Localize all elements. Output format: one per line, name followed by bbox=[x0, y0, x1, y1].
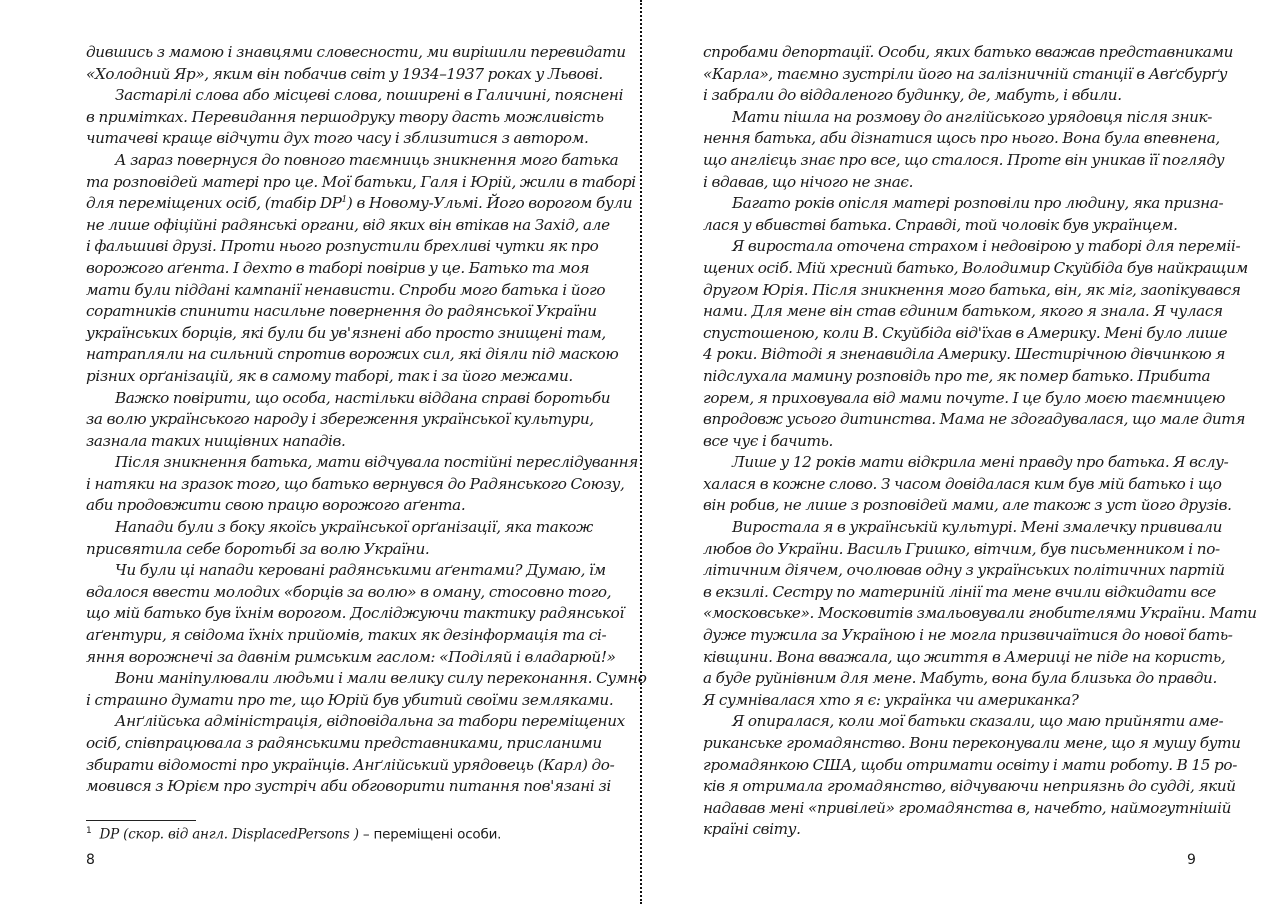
page-number-right: 9 bbox=[1187, 852, 1196, 868]
text-line: мовився з Юрієм про зустріч аби обговорити питання пов'язані зі bbox=[86, 777, 611, 796]
footnote-rule bbox=[86, 820, 196, 821]
text-line: і натяки на зразок того, що батько вернувся до Радянського Союзу, bbox=[86, 474, 625, 493]
text-line: ківщини. Вона вважала, що життя в Америці не піде на користь, bbox=[703, 647, 1226, 666]
footnote-reference[interactable]: 1 bbox=[341, 195, 347, 206]
text-line: яння ворожнечі за давнім римським гаслом: «Поділяй і владарюй!» bbox=[86, 647, 616, 666]
text-line: підслухала мамину розповідь про те, як помер батько. Прибита bbox=[703, 366, 1211, 385]
text-line: Виростала я в українській культурі. Мені змалечку прививали bbox=[732, 518, 1223, 537]
text-line: що мій батько був їхнім ворогом. Досліджуючи тактику радянської bbox=[86, 604, 624, 623]
text-line: 4 роки. Відтоді я зненавиділа Америку. Шестирічною дівчинкою я bbox=[703, 345, 1226, 364]
text-line: Важко повірити, що особа, настільки віддана справі боротьби bbox=[115, 388, 611, 407]
text-line: любов до України. Василь Гришко, вітчим, був письменником і по- bbox=[703, 539, 1220, 558]
text-line: лася у вбивстві батька. Справді, той чоловік був українцем. bbox=[703, 215, 1178, 234]
text-line: «московське». Московитів змальовували гнобителями України. Мати bbox=[703, 604, 1257, 623]
footnote-italic-text: DP (скор. від англ. DisplacedPersons ) bbox=[99, 826, 359, 843]
text-line: не лише офіційні радянські органи, від яких він втікав на Захід, але bbox=[86, 215, 610, 234]
text-line: нами. Для мене він став єдиним батьком, якого я знала. Я чулася bbox=[703, 302, 1223, 321]
text-line: «Карла», таємно зустріли його на залізничній станції в Авґсбурґу bbox=[703, 64, 1228, 83]
text-line: Лише у 12 років мати відкрила мені правду про батька. Я вслу- bbox=[732, 453, 1229, 472]
text-line: «Холодний Яр», яким він побачив світ у 1934–1937 роках у Львові. bbox=[86, 64, 603, 83]
footnote-marker: 1 bbox=[86, 826, 92, 836]
footnote-text: – переміщені особи. bbox=[358, 826, 502, 843]
text-line: спробами депортації. Особи, яких батько вважав представниками bbox=[703, 43, 1234, 61]
text-line: різних орґанізацій, як в самому таборі, так і за його межами. bbox=[86, 366, 573, 385]
text-line: соратників спинити насильне повернення до радянської України bbox=[86, 302, 597, 321]
text-line: впродовж усього дитинства. Мама не здогадувалася, що мале дитя bbox=[703, 410, 1246, 429]
text-line: Анґлійська адміністрація, відповідальна за табори переміщених bbox=[115, 712, 625, 731]
left-page-body bbox=[86, 42, 647, 798]
text-line: і фальшиві друзі. Проти нього розпустили брехливі чутки як про bbox=[86, 237, 599, 256]
text-line: літичним діячем, очолював одну з українських політичних партій bbox=[703, 561, 1225, 580]
text-line: і забрали до віддаленого будинку, де, мабуть, і вбили. bbox=[703, 86, 1122, 105]
text-line: збирати відомості про українців. Анґлійський урядовець (Карл) до- bbox=[86, 755, 615, 774]
text-line: вдалося ввести молодих «борців за волю» в оману, стосовно того, bbox=[86, 582, 612, 601]
text-line: Вони маніпулювали людьми і мали велику силу переконання. Сумно bbox=[115, 669, 647, 688]
text-line: і вдавав, що нічого не знає. bbox=[703, 172, 914, 191]
text-line: в екзилі. Сестру по материній лінії та мене вчили відкидати все bbox=[703, 582, 1216, 601]
text-line: ворожого аґента. І дехто в таборі повірив у це. Батько та моя bbox=[86, 258, 590, 277]
text-line: Я сумнівалася хто я є: українка чи американка? bbox=[703, 690, 1079, 709]
text-line: аґентури, я свідома їхніх прийомів, таких як дезінформація та сі- bbox=[86, 626, 607, 645]
text-line: Застарілі слова або місцеві слова, поширені в Галичині, пояснені bbox=[115, 86, 624, 105]
text-line: Після зникнення батька, мати відчувала постійні переслідування bbox=[115, 453, 639, 472]
text-line: нення батька, аби дізнатися щось про нього. Вона була впевнена, bbox=[703, 129, 1220, 148]
page-divider bbox=[640, 0, 642, 904]
footnote bbox=[86, 826, 501, 843]
text-line: Чи були ці напади керовані радянськими аґентами? Думаю, їм bbox=[115, 561, 606, 580]
text-line: осіб, співпрацювала з радянськими представниками, присланими bbox=[86, 734, 602, 752]
page-number-left: 8 bbox=[86, 852, 95, 868]
text-line: горем, я приховувала від мами почуте. І це було моєю таємницею bbox=[703, 388, 1225, 407]
text-line: Багато років опісля матері розповіли про людину, яка призна- bbox=[732, 194, 1224, 213]
text-line: українських борців, які були би ув'язнені або просто знищені там, bbox=[86, 323, 606, 342]
text-line: мати були піддані кампанії ненависти. Спроби мого батька і його bbox=[86, 280, 606, 299]
text-line: в примітках. Перевидання першодруку твору дасть можливість bbox=[86, 107, 604, 126]
text-line: аби продовжити свою працю ворожого аґента. bbox=[86, 496, 466, 515]
text-line: він робив, не лише з розповідей мами, але також з уст його друзів. bbox=[703, 496, 1232, 515]
text-line: Я опиралася, коли мої батьки сказали, що маю прийняти аме- bbox=[732, 712, 1224, 731]
text-line: Мати пішла на розмову до англійського урядовця після зник- bbox=[732, 107, 1213, 126]
text-line: щених осіб. Мій хресний батько, Володимир Скуйбіда був найкращим bbox=[703, 258, 1248, 277]
text-line: все чує і бачить. bbox=[703, 431, 834, 450]
text-line: зазнала таких нищівних нападів. bbox=[86, 431, 346, 450]
text-line: халася в кожне слово. З часом довідалася ким був мій батько і що bbox=[703, 474, 1222, 493]
text-line: країні світу. bbox=[703, 820, 801, 839]
text-line: Я виростала оточена страхом і недовірою у таборі для переміі- bbox=[732, 237, 1241, 256]
text-line: громадянкою США, щоби отримати освіту і мати роботу. В 15 ро- bbox=[703, 755, 1237, 774]
text-line: спустошеною, коли В. Скуйбіда від'їхав в Америку. Мені було лише bbox=[703, 323, 1228, 342]
text-line: дуже тужила за Україною і не могла призвичаїтися до нової бать- bbox=[703, 626, 1233, 645]
text-line: другом Юрія. Після зникнення мого батька, він, як міг, заопікувався bbox=[703, 280, 1241, 299]
text-line: для переміщених осіб, (табір $DP^1$) в Новому-Ульмі. Його ворогом були bbox=[86, 194, 633, 213]
text-line: читачеві краще відчути дух того часу і зблизитися з автором. bbox=[86, 129, 589, 148]
right-page-body bbox=[703, 42, 1257, 841]
text-line: та розповідей матері про це. Мої батьки, Галя і Юрій, жили в таборі bbox=[86, 172, 636, 191]
text-line: риканське громадянство. Вони переконували мене, що я мушу бути bbox=[703, 734, 1241, 752]
text-line: надавав мені «привілей» громадянства в, начебто, наймогутнішій bbox=[703, 798, 1232, 817]
text-line: дившись з мамою і знавцями словесности, ми вирішили перевидати bbox=[86, 43, 626, 61]
text-line: що англієць знає про все, що сталося. Проте він уникав її погляду bbox=[703, 150, 1225, 169]
text-line: Напади були з боку якоїсь української орґанізації, яка також bbox=[115, 518, 593, 537]
text-line: натрапляли на сильний спротив ворожих сил, які діяли під маскою bbox=[86, 345, 619, 364]
text-line: за волю українського народу і збереження української культури, bbox=[86, 410, 594, 429]
text-line: ків я отримала громадянство, відчуваючи неприязнь до судді, який bbox=[703, 777, 1236, 796]
text-line: і страшно думати про те, що Юрій був убитий своїми земляками. bbox=[86, 690, 614, 709]
text-line: присвятила себе боротьбі за волю України. bbox=[86, 539, 430, 558]
text-line: А зараз повернуся до повного таємниць зникнення мого батька bbox=[115, 150, 619, 169]
text-line: а буде руйнівним для мене. Мабуть, вона була близька до правди. bbox=[703, 669, 1217, 688]
